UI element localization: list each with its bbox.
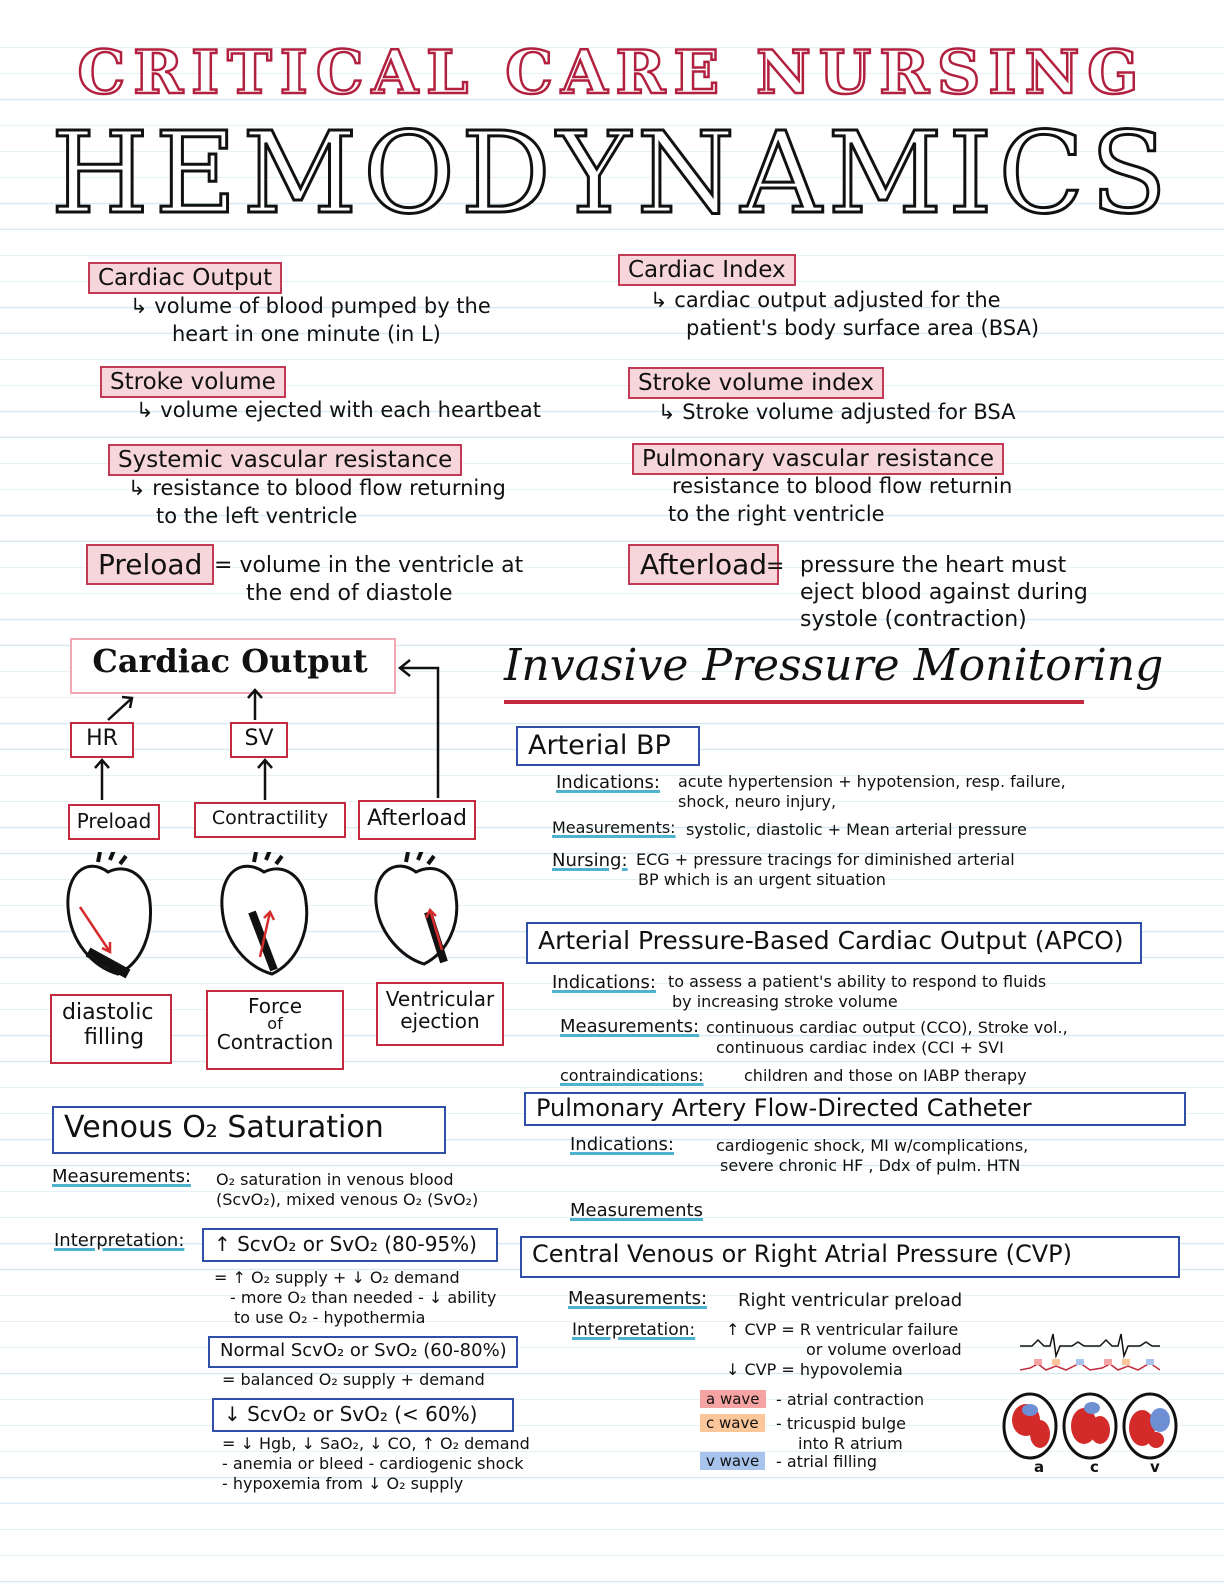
equals-sign: =: [214, 553, 233, 578]
art-ind-line: acute hypertension + hypotension, resp. failure,: [678, 772, 1066, 791]
apco-ind-line: to assess a patient's ability to respond to fluids: [668, 972, 1047, 991]
def-line: volume in the ventricle at: [239, 553, 524, 578]
apco-meas-line: continuous cardiac output (CCO), Stroke vol.,: [706, 1018, 1068, 1037]
def-cardiac-index: [650, 286, 1039, 342]
page-title: [0, 109, 1224, 239]
caption-force-of-contraction: [206, 990, 344, 1070]
afterload-equals: =: [766, 554, 785, 579]
def-line: patient's body surface area (BSA): [686, 316, 1040, 340]
co-diagram-title: Cardiac Output: [92, 642, 368, 680]
c-wave-line: into R atrium: [798, 1434, 903, 1453]
def-stroke-volume-index: ↳ Stroke volume adjusted for BSA: [658, 400, 1016, 424]
art-nurs-line: BP which is an urgent situation: [638, 870, 886, 889]
def-line: resistance to blood flow returnin: [672, 474, 1013, 498]
apco-ind-line: by increasing stroke volume: [672, 992, 898, 1011]
cvp-interp-line: ↓ CVP = hypovolemia: [726, 1360, 903, 1379]
venous-low-notes: [222, 1434, 530, 1494]
heart-label-c: c: [1090, 1458, 1099, 1476]
contractility-box: Contractility: [194, 802, 346, 838]
cvp-interp-line: or volume overload: [806, 1340, 962, 1359]
art-nurs-line: ECG + pressure tracings for diminished arterial: [636, 850, 1015, 869]
def-line: to the right ventricle: [668, 502, 885, 526]
pa-meas-label: Measurements: [570, 1200, 703, 1221]
cvp-waveform-icon: [1020, 1330, 1160, 1382]
heart-label-a: a: [1034, 1458, 1045, 1476]
note-line: - more O₂ than needed - ↓ ability: [230, 1288, 497, 1307]
term-stroke-volume: Stroke volume: [100, 366, 286, 398]
cvp-meas-label: Measurements:: [568, 1288, 708, 1309]
sv-box: SV: [230, 722, 288, 758]
art-ind-label: Indications:: [556, 772, 660, 793]
arrow-afterload-to-co: [400, 668, 438, 798]
art-nurs-label: Nursing:: [552, 850, 628, 871]
caption-line: ejection: [400, 1009, 480, 1033]
caption-line: diastolic: [62, 1000, 154, 1025]
page-supertitle: CRITICAL CARE NURSING: [77, 38, 1147, 108]
apco-title: Arterial Pressure-Based Cardiac Output (APCO): [526, 922, 1142, 964]
hr-box: HR: [70, 722, 134, 758]
term-afterload: Afterload: [628, 544, 779, 585]
page-title-text: HEMODYNAMICS: [51, 109, 1173, 239]
art-nurs: [636, 850, 1015, 890]
arterial-bp-title: Arterial BP: [516, 726, 700, 766]
note-line: to use O₂ - hypothermia: [234, 1308, 426, 1327]
def-line: ↳ cardiac output adjusted for the: [650, 288, 1001, 312]
def-stroke-volume: ↳ volume ejected with each heartbeat: [136, 398, 541, 422]
pa-ind: [716, 1136, 1028, 1176]
c-wave-label: c wave: [700, 1414, 765, 1432]
a-wave-text: - atrial contraction: [776, 1390, 925, 1409]
term-svr: Systemic vascular resistance: [108, 444, 462, 476]
caption-ventricular-ejection: [376, 982, 504, 1046]
pa-ind-line: cardiogenic shock, MI w/complications,: [716, 1136, 1029, 1155]
pa-ind-label: Indications:: [570, 1134, 674, 1155]
v-wave-text: - atrial filling: [776, 1452, 878, 1471]
apco-contra: children and those on IABP therapy: [744, 1066, 1027, 1085]
caption-line: Force: [247, 994, 303, 1018]
pa-title: Pulmonary Artery Flow-Directed Catheter: [524, 1092, 1186, 1126]
note-line: - anemia or bleed - cardiogenic shock: [222, 1454, 524, 1473]
apco-contra-label: contraindications:: [560, 1066, 704, 1085]
venous-low-box: ↓ ScvO₂ or SvO₂ (< 60%): [212, 1398, 514, 1432]
heart-diastole-icon: [58, 852, 158, 982]
venous-meas-line: O₂ saturation in venous blood: [216, 1170, 454, 1189]
preload-box: Preload: [68, 804, 160, 840]
pa-ind-line: severe chronic HF , Ddx of pulm. HTN: [720, 1156, 1021, 1175]
def-pvr: [668, 472, 1012, 528]
caption-line: filling: [84, 1025, 145, 1051]
venous-normal-box: Normal ScvO₂ or SvO₂ (60-80%): [208, 1336, 518, 1368]
apco-ind: [668, 972, 1046, 1012]
arrow-hr-to-co: [108, 698, 132, 720]
def-afterload: [800, 552, 1088, 633]
def-line: to the left ventricle: [156, 504, 358, 528]
c-wave-text: [776, 1414, 906, 1454]
term-pvr: Pulmonary vascular resistance: [632, 443, 1004, 475]
ipm-title: Invasive Pressure Monitoring: [504, 640, 1164, 691]
term-cardiac-output: Cardiac Output: [88, 262, 282, 294]
term-cardiac-index: Cardiac Index: [618, 254, 796, 286]
venous-meas-line: (ScvO₂), mixed venous O₂ (SvO₂): [216, 1190, 479, 1209]
cardiac-cycle-hearts-icon: [1000, 1390, 1180, 1460]
caption-diastolic-filling: [50, 994, 172, 1064]
caption-line: of: [267, 1014, 283, 1033]
def-line: systole (contraction): [800, 607, 1027, 632]
caption-line: Ventricular: [385, 987, 495, 1011]
def-cardiac-output: [130, 292, 491, 348]
cvp-title: Central Venous or Right Atrial Pressure (CVP): [520, 1236, 1180, 1278]
apco-meas: [706, 1018, 1068, 1058]
venous-high-box: ↑ ScvO₂ or SvO₂ (80-95%): [202, 1228, 498, 1262]
note-line: = ↑ O₂ supply + ↓ O₂ demand: [214, 1268, 460, 1287]
apco-meas-line: continuous cardiac index (CCI + SVI: [716, 1038, 1004, 1057]
def-line: pressure the heart must: [800, 553, 1067, 578]
venous-o2-title: Venous O₂ Saturation: [52, 1106, 446, 1154]
def-line: heart in one minute (in L): [172, 322, 441, 346]
def-preload: [214, 552, 523, 608]
cvp-interp-line: ↑ CVP = R ventricular failure: [726, 1320, 959, 1339]
term-preload: Preload: [86, 544, 214, 585]
art-ind-line: shock, neuro injury,: [678, 792, 837, 811]
ipm-title-underline: [504, 700, 1084, 704]
venous-interp-label: Interpretation:: [54, 1230, 185, 1251]
art-meas-label: Measurements:: [552, 818, 676, 837]
c-wave-line: - tricuspid bulge: [776, 1414, 907, 1433]
def-line: the end of diastole: [246, 581, 453, 606]
note-line: = ↓ Hgb, ↓ SaO₂, ↓ CO, ↑ O₂ demand: [222, 1434, 530, 1453]
apco-ind-label: Indications:: [552, 972, 656, 993]
cvp-interp: [726, 1320, 962, 1380]
note-line: - hypoxemia from ↓ O₂ supply: [222, 1474, 464, 1493]
venous-high-notes: [214, 1268, 496, 1328]
art-meas: systolic, diastolic + Mean arterial pressure: [686, 820, 1027, 839]
venous-meas: [216, 1170, 478, 1210]
def-svr: [128, 474, 506, 530]
term-stroke-volume-index: Stroke volume index: [628, 367, 884, 399]
cvp-meas: Right ventricular preload: [738, 1290, 963, 1311]
heart-contraction-icon: [212, 852, 316, 982]
def-line: ↳ volume of blood pumped by the: [130, 294, 491, 318]
afterload-box: Afterload: [358, 800, 476, 840]
heart-label-v: v: [1150, 1458, 1160, 1476]
v-wave-label: v wave: [700, 1452, 765, 1470]
venous-meas-label: Measurements:: [52, 1166, 192, 1187]
def-line: ↳ resistance to blood flow returning: [128, 476, 506, 500]
apco-meas-label: Measurements:: [560, 1016, 700, 1037]
def-line: eject blood against during: [800, 580, 1088, 605]
cvp-interp-label: Interpretation:: [572, 1320, 696, 1340]
heart-ejection-icon: [366, 852, 466, 972]
art-ind: [678, 772, 1066, 812]
a-wave-label: a wave: [700, 1390, 766, 1408]
venous-normal-note: = balanced O₂ supply + demand: [222, 1370, 485, 1389]
caption-line: Contraction: [216, 1030, 334, 1054]
